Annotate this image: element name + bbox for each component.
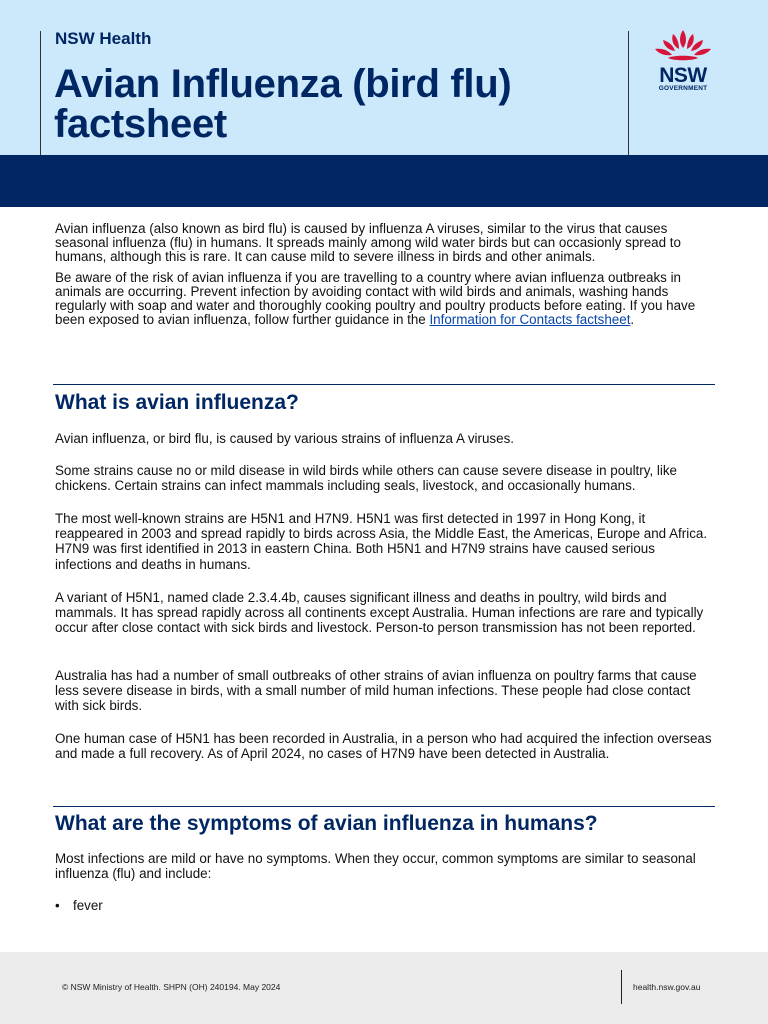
intro-paragraph-2-end: . [630,312,635,328]
logo-government-text: GOVERNMENT [658,85,708,92]
section1-paragraph-3: The most well-known strains are H5N1 and H7N9. H5N1 was first detected in 1997 in Hong Kong, it reappeared in 2003 and spread rapidly to birds across Asia, the Middle East, the Americas, Europe and Africa. H7N9 was first identified in 2013 in eastern China. Both H5N1 and H7N9 strains have caused serious infections and deaths in humans. [55,511,708,572]
section-heading-what-is: What is avian influenza? [55,391,299,414]
section-divider-1 [53,384,715,385]
list-item: • fever [55,898,103,913]
section1-paragraph-2: Some strains cause no or mild disease in wild birds while others can cause severe disease in poultry, like chickens. Certain strains can infect mammals including seals, livestock, and occasionally humans. [55,463,677,494]
section1-paragraph-4: A variant of H5N1, named clade 2.3.4.4b, causes significant illness and deaths in poultry, wild birds and mammals. It has spread rapidly across all continents except Australia. Human infections are rare and typically occur after close contact with sick birds and livestock. Person-to person transmission has not been reported. [55,590,704,636]
footer-website: health.nsw.gov.au [633,982,701,992]
intro-section [55,222,715,333]
section1-paragraph-6: One human case of H5N1 has been recorded in Australia, in a person who had acquired the infection overseas and made a full recovery. As of April 2024, no cases of H7N9 have been detected in Australia. [55,731,712,762]
intro-paragraph-1: Avian influenza (also known as bird flu) is caused by influenza A viruses, similar to the virus that causes seasonal influenza (flu) in humans. It spreads mainly among wild water birds but can occasionly spread to humans, although this is rare. It can cause mild to severe illness in birds and other animals. [55,221,681,265]
logo-nsw-text: NSW [659,64,707,87]
footer-copyright: © NSW Ministry of Health. SHPN (OH) 240194. May 2024 [62,982,281,992]
section1-paragraph-5: Australia has had a number of small outbreaks of other strains of avian influenza on poultry farms that cause less severe disease in birds, with a small number of mild human infections. These people had close contact with sick birds. [55,668,697,714]
section-heading-symptoms: What are the symptoms of avian influenza in humans? [55,812,598,835]
footer-rule [621,970,622,1004]
section-divider-2 [53,806,715,807]
symptoms-list [55,898,103,913]
page-header [0,0,768,155]
org-name: NSW Health [55,29,152,48]
section2-intro: Most infections are mild or have no symptoms. When they occur, common symptoms are similar to seasonal influenza (flu) and include: [55,851,696,882]
header-rule-right [628,31,629,155]
header-rule-left [40,31,41,155]
section1-paragraph-1: Avian influenza, or bird flu, is caused by various strains of influenza A viruses. [55,431,514,446]
page-title: Avian Influenza (bird flu) factsheet [54,62,512,146]
contacts-factsheet-link[interactable]: Information for Contacts factsheet [429,312,631,328]
page-footer [0,952,768,1024]
intro-paragraph-2 [55,271,715,328]
intro-paragraph-2-text: Be aware of the risk of avian influenza if you are travelling to a country where avian influenza outbreaks in animals are occurring. Prevent infection by avoiding contact with wild birds and animals, washing hands regularly with soap and water and thoroughly cooking poultry and poultry products before eating. If you have been exposed to avian influenza, follow further guidance in the [55,269,696,328]
header-band [0,155,768,207]
